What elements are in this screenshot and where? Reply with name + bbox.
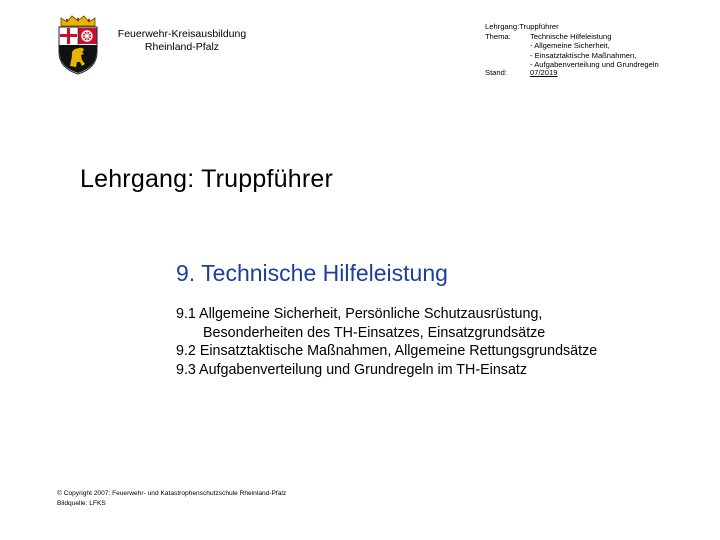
meta-date-label: Stand: [485,67,507,77]
meta-topic-item: - Allgemeine Sicherheit, [530,41,610,51]
topic-item: 9.1 Allgemeine Sicherheit, Persönliche Schutzausrüstung, [176,306,543,322]
topic-list [176,305,716,379]
organization-line-2: Rheinland-Pfalz [144,41,220,53]
coat-of-arms-icon [55,14,101,76]
meta-date-value: 07/2019 [530,67,558,77]
course-title: Lehrgang: Truppführer [80,165,333,193]
meta-topic-value: Technische Hilfeleistung [530,31,612,41]
image-source: Bildquelle: LFKS [57,499,106,507]
meta-course-label: Lehrgang: [485,22,520,31]
meta-course-row [485,22,659,32]
copyright-notice: © Copyright 2007: Feuerwehr- und Katastrophenschutzschule Rheinland-Pfalz [57,490,287,497]
chapter-number: 9. [176,260,196,286]
organization-name [104,28,260,54]
chapter-title: Technische Hilfeleistung [201,260,448,286]
organization-line-1: Feuerwehr-Kreisausbildung [117,28,247,40]
meta-topic-item-row [485,41,659,51]
topic-item: 9.3 Aufgabenverteilung und Grundregeln im TH-Einsatz [176,361,528,378]
meta-topic-label: Thema: [485,31,511,41]
header-meta [485,22,659,78]
meta-topic-item: - Einsatztaktische Maßnahmen, [530,50,637,60]
meta-topic-row [485,32,659,42]
topic-item: 9.2 Einsatztaktische Maßnahmen, Allgemeine Rettungsgrundsätze [176,343,598,359]
meta-topic-item-row [485,51,659,61]
meta-topic-item: - Aufgabenverteilung und Grundregeln [530,60,659,70]
topic-item-continuation: Besonderheiten des TH-Einsatzes, Einsatzgrundsätze [203,324,546,341]
footer [57,489,286,508]
meta-course-value: Truppführer [519,22,559,31]
chapter-heading [176,260,448,287]
